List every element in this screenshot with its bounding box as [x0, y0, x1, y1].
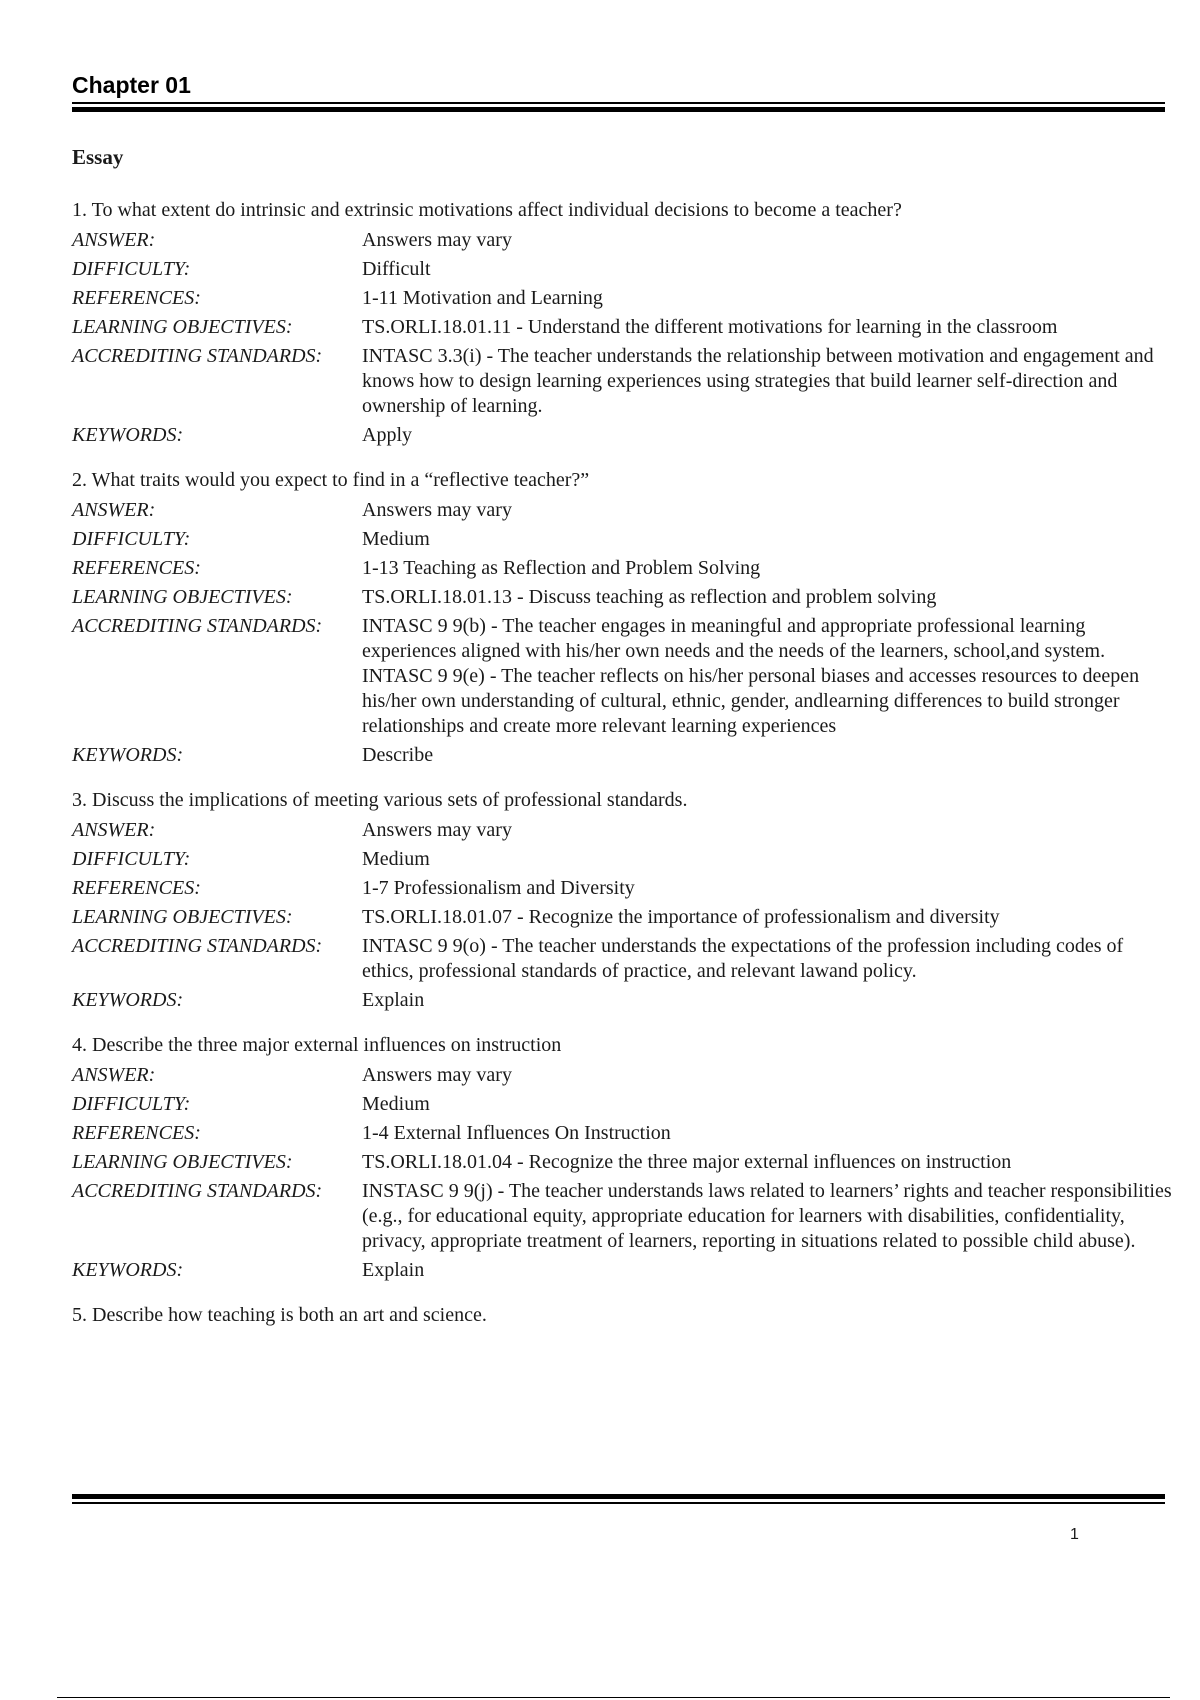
accrediting-standards-label: ACCREDITING STANDARDS:	[72, 935, 323, 957]
keywords-value: Explain	[362, 989, 425, 1011]
references-value: 1-13 Teaching as Reflection and Problem Solving	[362, 557, 761, 579]
page-edge-line	[57, 1697, 1170, 1698]
section-heading: Essay	[72, 145, 124, 169]
keywords-row	[72, 423, 1172, 448]
question-4	[72, 1031, 1172, 1283]
standard-entry: INTASC 3.3(i) - The teacher understands the relationship between motivation and engagement and knows how to design learning experiences using strategies that build learner self-direction and ownership of learning.	[362, 345, 1154, 417]
standard-entry: INTASC 9 9(b) - The teacher engages in meaningful and appropriate professional learning experiences aligned with his/her own needs and the needs of the learners, school,and system.	[362, 615, 1106, 662]
difficulty-row	[72, 527, 1172, 552]
learning-objectives-label: LEARNING OBJECTIVES:	[72, 906, 293, 928]
accrediting-standards-row	[72, 934, 1172, 984]
difficulty-label: DIFFICULTY:	[72, 258, 191, 280]
chapter-title: Chapter 01	[72, 72, 191, 98]
references-label: REFERENCES:	[72, 877, 201, 899]
keywords-label: KEYWORDS:	[72, 744, 184, 766]
difficulty-value: Medium	[362, 848, 430, 870]
answer-value: Answers may vary	[362, 229, 512, 251]
footer-rule	[72, 1494, 1165, 1504]
learning-objectives-row	[72, 315, 1172, 340]
question-text: 1. To what extent do intrinsic and extrinsic motivations affect individual decisions to become a teacher?	[72, 199, 902, 221]
question-1	[72, 196, 1172, 448]
keywords-label: KEYWORDS:	[72, 989, 184, 1011]
references-value: 1-4 External Influences On Instruction	[362, 1122, 671, 1144]
learning-objectives-value: TS.ORLI.18.01.04 - Recognize the three major external influences on instruction	[362, 1151, 1012, 1173]
question-text: 3. Discuss the implications of meeting various sets of professional standards.	[72, 789, 688, 811]
answer-label: ANSWER:	[72, 819, 156, 841]
keywords-value: Apply	[362, 424, 412, 446]
difficulty-label: DIFFICULTY:	[72, 1093, 191, 1115]
answer-row	[72, 1063, 1172, 1088]
difficulty-row	[72, 847, 1172, 872]
difficulty-label: DIFFICULTY:	[72, 528, 191, 550]
answer-value: Answers may vary	[362, 819, 512, 841]
references-label: REFERENCES:	[72, 557, 201, 579]
keywords-row	[72, 988, 1172, 1013]
accrediting-standards-row	[72, 344, 1172, 419]
learning-objectives-row	[72, 585, 1172, 610]
question-3	[72, 786, 1172, 1013]
question-5	[72, 1301, 1172, 1329]
references-row	[72, 556, 1172, 581]
accrediting-standards-value	[362, 614, 1172, 739]
keywords-label: KEYWORDS:	[72, 1259, 184, 1281]
accrediting-standards-row	[72, 1179, 1172, 1254]
question-text: 2. What traits would you expect to find in a “reflective teacher?”	[72, 469, 590, 491]
learning-objectives-label: LEARNING OBJECTIVES:	[72, 316, 293, 338]
accrediting-standards-label: ACCREDITING STANDARDS:	[72, 345, 323, 367]
difficulty-value: Difficult	[362, 258, 431, 280]
keywords-label: KEYWORDS:	[72, 424, 184, 446]
accrediting-standards-value	[362, 1179, 1172, 1254]
references-label: REFERENCES:	[72, 1122, 201, 1144]
references-value: 1-11 Motivation and Learning	[362, 287, 603, 309]
learning-objectives-label: LEARNING OBJECTIVES:	[72, 1151, 293, 1173]
answer-label: ANSWER:	[72, 229, 156, 251]
keywords-value: Explain	[362, 1259, 425, 1281]
question-list	[72, 196, 1172, 1347]
answer-label: ANSWER:	[72, 499, 156, 521]
keywords-row	[72, 1258, 1172, 1283]
header-rule	[72, 102, 1165, 112]
question-text: 4. Describe the three major external influences on instruction	[72, 1034, 562, 1056]
answer-label: ANSWER:	[72, 1064, 156, 1086]
learning-objectives-label: LEARNING OBJECTIVES:	[72, 586, 293, 608]
difficulty-value: Medium	[362, 1093, 430, 1115]
difficulty-row	[72, 1092, 1172, 1117]
accrediting-standards-row	[72, 614, 1172, 739]
learning-objectives-value: TS.ORLI.18.01.07 - Recognize the importance of professionalism and diversity	[362, 906, 1000, 928]
keywords-row	[72, 743, 1172, 768]
difficulty-value: Medium	[362, 528, 430, 550]
question-2	[72, 466, 1172, 768]
answer-row	[72, 818, 1172, 843]
accrediting-standards-value	[362, 344, 1172, 419]
accrediting-standards-value	[362, 934, 1172, 984]
references-label: REFERENCES:	[72, 287, 201, 309]
references-row	[72, 1121, 1172, 1146]
keywords-value: Describe	[362, 744, 434, 766]
answer-value: Answers may vary	[362, 1064, 512, 1086]
standard-entry: INTASC 9 9(e) - The teacher reflects on his/her personal biases and accesses resources to deepen his/her own understanding of cultural, ethnic, gender, andlearning differences to build stronger relationships and create more relevant learning experiences	[362, 665, 1140, 737]
answer-value: Answers may vary	[362, 499, 512, 521]
page-number: 1	[1070, 1526, 1079, 1543]
difficulty-row	[72, 257, 1172, 282]
learning-objectives-value: TS.ORLI.18.01.13 - Discuss teaching as reflection and problem solving	[362, 586, 937, 608]
references-row	[72, 876, 1172, 901]
answer-row	[72, 498, 1172, 523]
references-value: 1-7 Professionalism and Diversity	[362, 877, 635, 899]
answer-row	[72, 228, 1172, 253]
learning-objectives-value: TS.ORLI.18.01.11 - Understand the different motivations for learning in the classroom	[362, 316, 1058, 338]
question-text: 5. Describe how teaching is both an art and science.	[72, 1304, 487, 1326]
learning-objectives-row	[72, 1150, 1172, 1175]
references-row	[72, 286, 1172, 311]
standard-entry: INSTASC 9 9(j) - The teacher understands laws related to learners’ rights and teacher responsibilities (e.g., for educational equity, appropriate education for learners with disabilities, confidentiality, privacy, appropriate treatment of learners, reporting in situations related to possible child abuse).	[362, 1180, 1172, 1252]
difficulty-label: DIFFICULTY:	[72, 848, 191, 870]
standard-entry: INTASC 9 9(o) - The teacher understands the expectations of the profession including codes of ethics, professional standards of practice, and relevant lawand policy.	[362, 935, 1124, 982]
accrediting-standards-label: ACCREDITING STANDARDS:	[72, 1180, 323, 1202]
accrediting-standards-label: ACCREDITING STANDARDS:	[72, 615, 323, 637]
learning-objectives-row	[72, 905, 1172, 930]
